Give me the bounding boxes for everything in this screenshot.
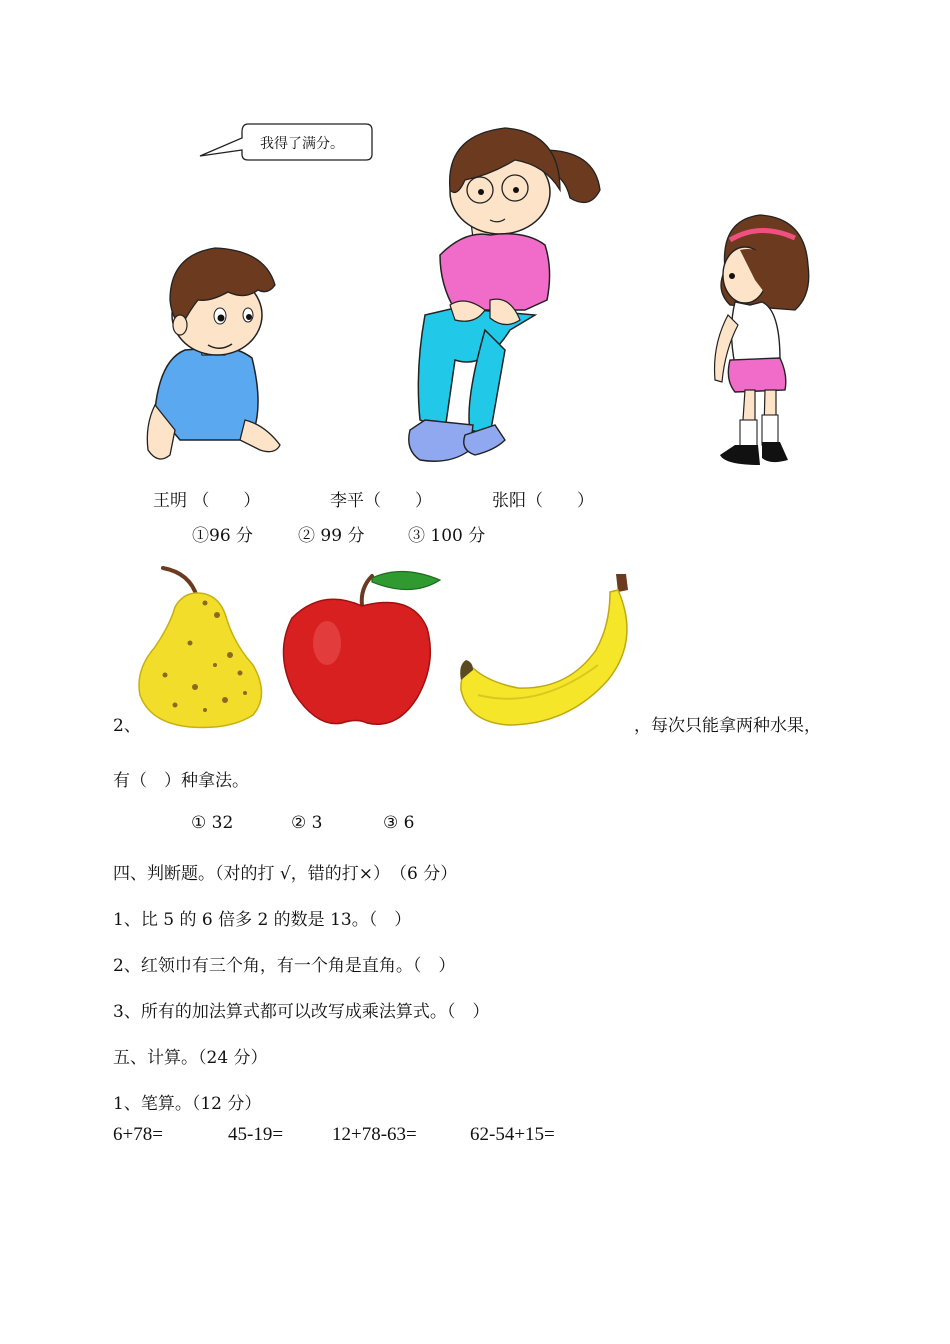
q2-text: ，每次只能拿两种水果， bbox=[634, 716, 821, 736]
section4-title: 四、判断题。（对的打 √，错的打×） （6 分） bbox=[113, 864, 458, 884]
speech-bubble-text: 我得了满分。 bbox=[260, 136, 344, 152]
q2-option-2: ② 3 bbox=[291, 813, 323, 833]
equation-2: 45-19= bbox=[228, 1124, 284, 1145]
section4-item-1: 1、比 5 的 6 倍多 2 的数是 13。（ ） bbox=[113, 910, 412, 930]
q1-option-2: ② 99 分 bbox=[298, 526, 365, 546]
woman-illustration bbox=[395, 120, 610, 475]
section5-title: 五、计算。（24 分） bbox=[113, 1048, 268, 1068]
answer-blank[interactable]: （ ） bbox=[192, 491, 261, 511]
answer-blank[interactable]: （ ） bbox=[364, 491, 432, 511]
section4-item-3: 3、所有的加法算式都可以改写成乘法算式。（ ） bbox=[113, 1002, 490, 1022]
q2-option-1: ① 32 bbox=[191, 813, 234, 833]
name-liping: 李平（ ） bbox=[330, 491, 432, 511]
q2-line2: 有（ ）种拿法。 bbox=[113, 771, 249, 791]
section5-sub1: 1、笔算。（12 分） bbox=[113, 1094, 262, 1114]
equation-3: 12+78-63= bbox=[332, 1124, 417, 1145]
q1-option-3: ③ 100 分 bbox=[408, 526, 486, 546]
equation-1: 6+78= bbox=[113, 1124, 163, 1145]
apple-illustration bbox=[282, 568, 447, 733]
q2-number: 2、 bbox=[113, 716, 141, 736]
name-zhangyang: 张阳（ ） bbox=[492, 491, 594, 511]
equation-4: 62-54+15= bbox=[470, 1124, 555, 1145]
pear-illustration bbox=[135, 565, 270, 730]
q1-option-1: ①96 分 bbox=[192, 526, 254, 546]
boy-illustration bbox=[140, 240, 290, 470]
name-wangming: 王明 （ ） bbox=[153, 491, 261, 511]
banana-illustration bbox=[458, 570, 643, 730]
q2-option-3: ③ 6 bbox=[383, 813, 415, 833]
answer-blank[interactable]: （ ） bbox=[526, 491, 594, 511]
girl-illustration bbox=[700, 210, 820, 475]
section4-item-2: 2、红领巾有三个角，有一个角是直角。（ ） bbox=[113, 956, 456, 976]
